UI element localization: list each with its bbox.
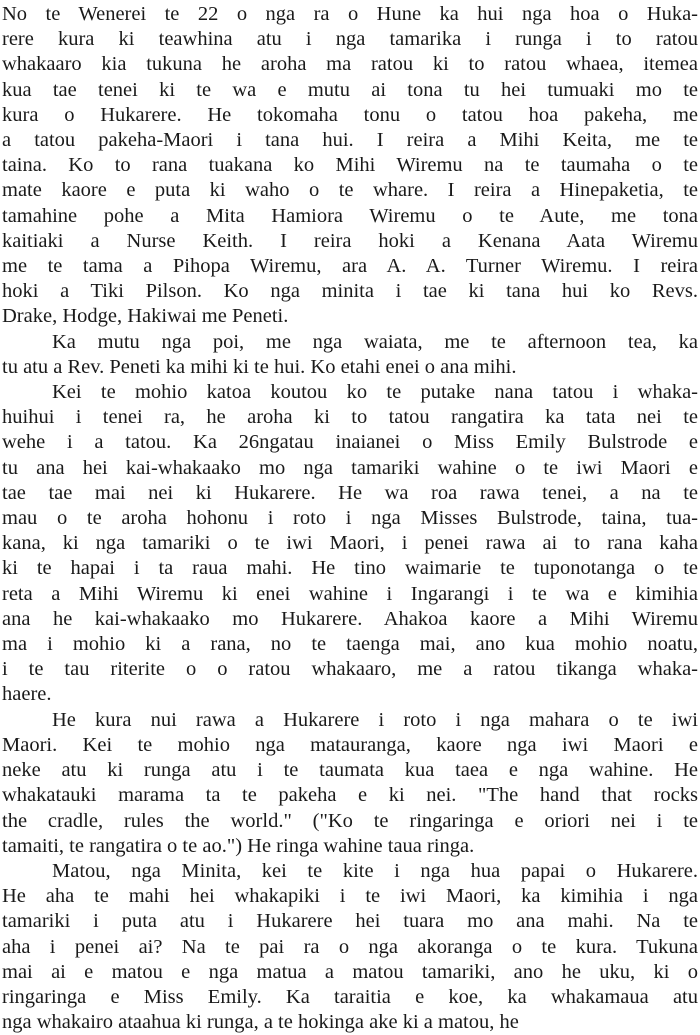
text-line: Kei te mohio katoa koutou ko te putake nana tatou i whaka- (52, 381, 698, 404)
text-line: kana, ki nga tamariki o te iwi Maori, i penei rawa ai to rana kaha (2, 532, 698, 555)
text-line: tamaiti, te rangatira o te ao.") He ringa wahine taua ringa. (2, 834, 475, 857)
text-line: kua tae tenei ki te wa e mutu ai tona tu hei tumuaki mo te (2, 78, 698, 101)
text-line: Drake, Hodge, Hakiwai me Peneti. (2, 305, 289, 328)
text-line: tae tae mai nei ki Hukarere. He wa roa rawa tenei, a na te (2, 481, 698, 504)
text-line: kaitiaki a Nurse Keith. I reira hoki a Kenana Aata Wiremu (2, 229, 698, 252)
text-line: a tatou pakeha-Maori i tana hui. I reira a Mihi Keita, me te (2, 129, 698, 152)
text-line: mai ai e matou e nga matua a matou tamariki, ano he uku, ki o (2, 960, 698, 983)
text-line: kura o Hukarere. He tokomaha tonu o tatou hoa pakeha, me (2, 103, 698, 126)
text-line: Matou, nga Minita, kei te kite i nga hua papai o Hukarere. (52, 859, 698, 882)
paragraph-afternoon-tea (0, 330, 700, 380)
text-line: tamariki i puta atu i Hukarere hei tuara mo ana mahi. Na te (2, 910, 698, 933)
paragraph-hukarere-kura-nui (0, 708, 700, 859)
paragraph-miss-emily-bulstrode (0, 380, 700, 708)
text-line: tu ana hei kai-whakaako mo nga tamariki wahine o te iwi Maori e (2, 456, 698, 479)
text-line: i te tau riterite o o ratou whakaaro, me a ratou tikanga whaka- (2, 658, 698, 681)
text-line: nga whakairo ataahua ki runga, a te hokinga ake ki a matou, he (2, 1011, 519, 1034)
text-line: reta a Mihi Wiremu ki enei wahine i Ingarangi i te wa e kimihia (2, 582, 698, 605)
text-line: Maori. Kei te mohio nga matauranga, kaore nga iwi Maori e (2, 733, 698, 756)
text-line: me te tama a Pihopa Wiremu, ara A. A. Turner Wiremu. I reira (2, 255, 698, 278)
text-line: the cradle, rules the world." ("Ko te ringaringa e oriori nei i te (2, 809, 698, 832)
text-line: tamahine pohe a Mita Hamiora Wiremu o te Aute, me tona (2, 204, 698, 227)
text-line: rere kura ki teawhina atu i nga tamarika i runga i to ratou (2, 28, 698, 51)
text-line: ana he kai-whakaako mo Hukarere. Ahakoa kaore a Mihi Wiremu (2, 607, 698, 630)
text-line: mau o te aroha hohonu i roto i nga Misses Bulstrode, taina, tua- (2, 507, 698, 530)
text-line: tu atu a Rev. Peneti ka mihi ki te hui. Ko etahi enei o ana mihi. (2, 355, 517, 378)
text-line: huihui i tenei ra, he aroha ki to tatou rangatira ka tata nei te (2, 406, 698, 429)
text-line: No te Wenerei te 22 o nga ra o Hune ka hui nga hoa o Huka- (2, 3, 698, 25)
text-line: He aha te mahi hei whakapiki i te iwi Maori, ka kimihia i nga (2, 885, 698, 908)
text-line: haere. (2, 683, 52, 706)
text-line: Ka mutu nga poi, me nga waiata, me te afternoon tea, ka (52, 330, 698, 353)
text-line: wehe i a tatou. Ka 26ngatau inaianei o Miss Emily Bulstrode e (2, 431, 698, 454)
text-line: mate kaore e puta ki waho o te whare. I reira a Hinepaketia, te (2, 179, 698, 202)
text-line: taina. Ko to rana tuakana ko Mihi Wiremu na te taumaha o te (2, 154, 698, 177)
text-line: ringaringa e Miss Emily. Ka taraitia e koe, ka whakamaua atu (2, 985, 698, 1008)
paragraph-nga-minita (0, 859, 700, 1035)
text-line: hoki a Tiki Pilson. Ko nga minita i tae ki tana hui ko Revs. (2, 280, 698, 303)
text-line: He kura nui rawa a Hukarere i roto i nga mahara o te iwi (52, 708, 698, 731)
text-line: whakatauki marama ta te pakeha e ki nei. "The hand that rocks (2, 784, 698, 807)
text-line: ma i mohio ki a rana, no te taenga mai, ano kua mohio noatu, (2, 633, 698, 656)
text-line: whakaaro kia tukuna he aroha ma ratou ki to ratou whaea, itemea (2, 53, 698, 76)
text-line: neke atu ki runga atu i te taumata kua taea e nga wahine. He (2, 759, 698, 782)
paragraph-hui-hukarere (0, 2, 700, 330)
text-line: aha i penei ai? Na te pai ra o nga akoranga o te kura. Tukuna (2, 935, 698, 958)
text-line: ki te hapai i ta raua mahi. He tino waimarie te tuponotanga o te (2, 557, 698, 580)
